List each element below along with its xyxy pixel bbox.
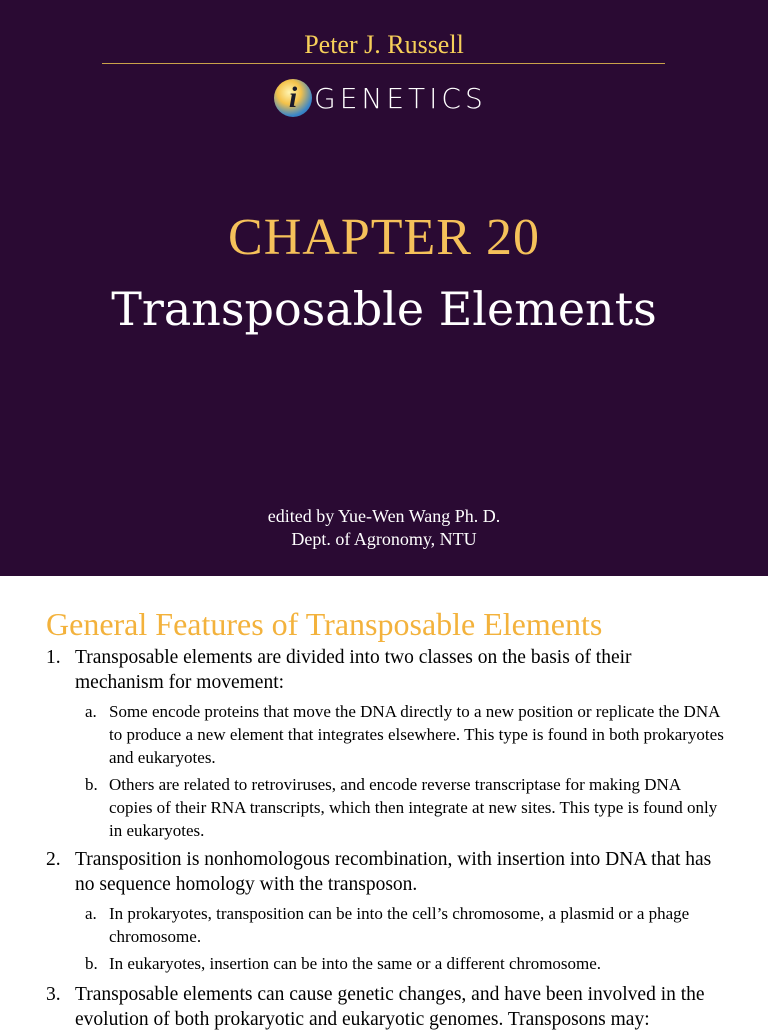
sub-item-letter: b.: [85, 775, 98, 794]
content-slide: [0, 576, 768, 1030]
logo-letter: i: [288, 81, 298, 114]
item-text: Transposable elements can cause genetic changes, and have been involved in the evolution of both prokaryotic and eukaryotic genomes. Transposons may:: [75, 984, 705, 1030]
item-number: 3.: [46, 984, 61, 1005]
igenetics-logo: [274, 78, 487, 118]
sub-item-letter: b.: [85, 954, 98, 973]
sub-item-letter: a.: [85, 904, 97, 923]
item-text: Transposition is nonhomologous recombination, with insertion into DNA that has no sequence homology with the transposon.: [75, 849, 712, 895]
sub-item-letter: a.: [85, 702, 97, 721]
chapter-title: Transposable Elements: [111, 282, 657, 336]
editor-line-1: edited by Yue-Wen Wang Ph. D.: [267, 506, 501, 526]
item-text: Transposable elements are divided into two classes on the basis of their mechanism for movement:: [75, 647, 632, 693]
chapter-number: CHAPTER 20: [228, 209, 540, 266]
author-name: Peter J. Russell: [304, 30, 464, 59]
editor-credit: [0, 505, 768, 551]
logo-globe-icon: [274, 79, 312, 117]
sub-item-text: Others are related to retroviruses, and encode reverse transcriptase for making DNA copies of their RNA transcripts, which then integrate at new sites. This type is found only in eukaryotes.: [109, 775, 718, 840]
section-heading: General Features of Transposable Elements: [46, 606, 603, 642]
editor-line-2: Dept. of Agronomy, NTU: [291, 529, 477, 549]
sub-item-text: Some encode proteins that move the DNA directly to a new position or replicate the DNA to produce a new element that integrates elsewhere. This type is found in both prokaryotes and eukaryotes.: [109, 702, 724, 767]
divider-line: [102, 63, 665, 64]
item-number: 1.: [46, 647, 61, 668]
item-number: 2.: [46, 849, 61, 870]
logo-word: GENETICS: [314, 81, 487, 115]
sub-item-text: In eukaryotes, insertion can be into the same or a different chromosome.: [109, 954, 602, 973]
sub-item-text: In prokaryotes, transposition can be into the cell’s chromosome, a plasmid or a phage chromosome.: [109, 904, 690, 946]
